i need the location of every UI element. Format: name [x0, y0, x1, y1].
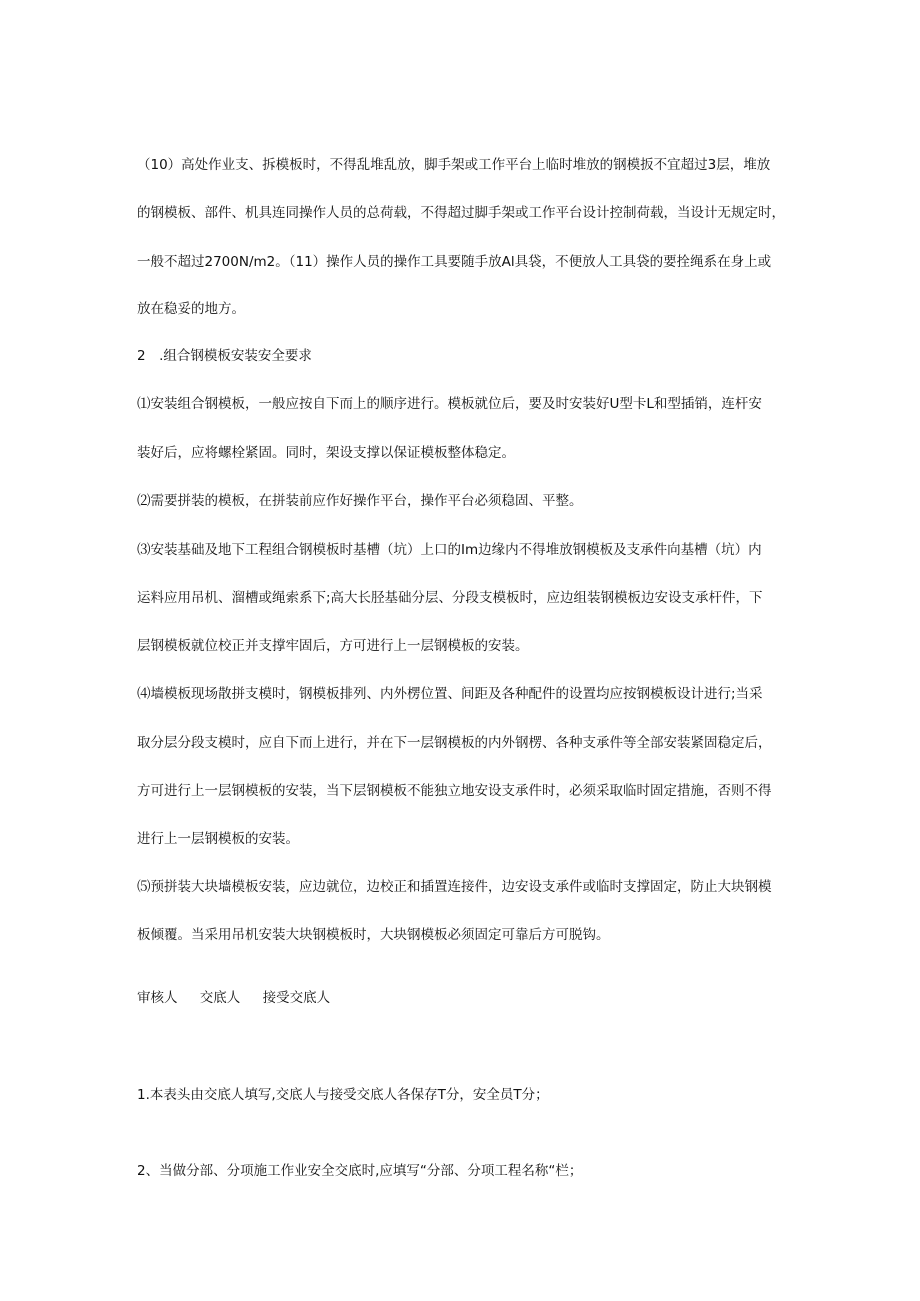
paragraph-line: （10）高处作业支、拆模板时，不得乱堆乱放，脚手架或工作平台上临时堆放的钢模扳不宜超过3层，堆放: [137, 157, 771, 173]
paragraph-line: 层钢模板就位校正并支撑牢固后，方可进行上一层钢模板的安装。: [137, 638, 529, 654]
paragraph-line: 放在稳妥的地方。: [137, 301, 245, 317]
paragraph-line: ⑶安装基础及地下工程组合钢模板时基槽（坑）上口的Im边缘内不得堆放钢模板及支承件向基槽（坑）内: [137, 542, 762, 558]
paragraph-line: ⑵需要拼装的模板，在拼装前应作好操作平台，操作平台必须稳固、平整。: [137, 493, 583, 509]
paragraph-line: ⑷墙模板现场散拼支模时，钢模板排列、内外楞位置、间距及各种配件的设置均应按钢模板设计进行;当采: [137, 686, 763, 702]
receiver-label: 接受交底人: [262, 990, 331, 1006]
paragraph-line: 的钢模板、部件、机具连同操作人员的总荷载，不得超过脚手架或工作平台设计控制荷载，当设计无规定时，: [137, 205, 785, 221]
presenter-label: 交底人: [199, 990, 241, 1006]
paragraph-line: ⑴安装组合钢模板，一般应按自下而上的顺序进行。模板就位后，要及时安装好U型卡L和型插销，连杆安: [137, 396, 762, 412]
paragraph-line: 板倾覆。当采用吊机安装大块钢模板时，大块钢模板必须固定可靠后方可脱钩。: [137, 927, 610, 943]
paragraph-line: ⑸预拼装大块墙模板安装，应边就位，边校正和插置连接件，边安设支承件或临时支撑固定，防止大块钢模: [137, 879, 772, 895]
reviewer-label: 审核人: [137, 990, 178, 1006]
paragraph-line: 方可进行上一层钢模板的安装，当下层钢模板不能独立地安设支承件时，必须采取临时固定措施，否则不得: [137, 783, 772, 799]
footnote-2: 2、当做分部、分项施工作业安全交底时,应填写“分部、分项工程名称“栏；: [137, 1163, 583, 1179]
section-heading: 2 .组合钢模板安装安全要求: [137, 348, 312, 364]
paragraph-line: 进行上一层钢模板的安装。: [137, 831, 299, 847]
paragraph-line: 取分层分段支模时，应自下而上进行，并在下一层钢模板的内外钢楞、各种支承件等全部安装紧固稳定后，: [137, 735, 772, 751]
paragraph-line: 一般不超过2700N/m2。（11）操作人员的操作工具要随手放Al具袋，不便放人工具袋的要拴绳系在身上或: [137, 254, 772, 270]
paragraph-line: 装好后，应将螺栓紧固。同时，架设支撑以保证模板整体稳定。: [137, 445, 515, 461]
paragraph-line: 运料应用吊机、溜槽或绳索系下;高大长胫基础分层、分段支模板时，应边组装钢模板边安设支承杆件，下: [137, 590, 763, 606]
footnote-1: 1.本表头由交底人填写,交底人与接受交底人各保存T分，安全员T分；: [137, 1087, 549, 1103]
signature-row: [137, 989, 348, 1007]
